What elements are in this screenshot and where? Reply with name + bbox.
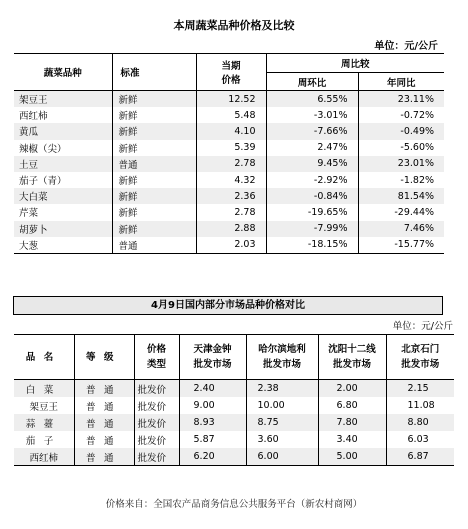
col-header-market-shenyang-line2: 批发市场 <box>332 359 371 370</box>
cell-market-beijing: 8.80 <box>386 414 454 431</box>
cell-variety: 大白菜 <box>14 188 112 204</box>
cell-variety: 大葱 <box>14 237 112 254</box>
cell-market-beijing: 11.08 <box>386 397 454 414</box>
cell-grade-text: 普通 <box>85 435 123 447</box>
cell-yoy: -0.72% <box>358 107 444 123</box>
table-row <box>14 156 444 172</box>
cell-market-shenyang: 5.00 <box>318 448 386 466</box>
table1-title: 本周蔬菜品种价格及比较 <box>173 19 295 32</box>
col-header-grade-text: 等级 <box>85 351 123 363</box>
cell-market-harbin: 2.38 <box>246 380 318 398</box>
cell-standard: 普通 <box>112 156 196 172</box>
cell-price: 2.03 <box>196 237 266 254</box>
col-header-grade <box>74 335 134 380</box>
cell-standard: 新鲜 <box>112 140 196 156</box>
cell-standard: 新鲜 <box>112 107 196 123</box>
cell-price-type: 批发价 <box>134 380 179 398</box>
cell-market-shenyang: 2.00 <box>318 380 386 398</box>
table-row <box>14 431 454 448</box>
cell-market-tianjin: 8.93 <box>179 414 246 431</box>
cell-price: 12.52 <box>196 91 266 108</box>
cell-price: 4.10 <box>196 123 266 139</box>
table-row <box>14 107 444 123</box>
cell-variety: 黄瓜 <box>14 123 112 139</box>
cell-yoy: -15.77% <box>358 237 444 254</box>
cell-yoy: -29.44% <box>358 204 444 220</box>
cell-standard: 新鲜 <box>112 221 196 237</box>
col-header-market-shenyang-line1: 沈阳十二线 <box>328 344 376 355</box>
cell-grade <box>74 431 134 448</box>
cell-standard: 新鲜 <box>112 172 196 188</box>
col-header-market-harbin <box>246 335 318 380</box>
cell-variety: 茄子（青） <box>19 176 67 188</box>
cell-variety: 辣椒（尖） <box>19 143 67 155</box>
cell-grade <box>74 448 134 466</box>
source-footnote: 价格来自：全国农产品商务信息公共服务平台（新农村商网） <box>105 499 363 510</box>
table-row <box>14 237 444 254</box>
cell-name <box>14 414 74 431</box>
cell-price-type: 批发价 <box>134 414 179 431</box>
cell-yoy: 81.54% <box>358 188 444 204</box>
col-header-price-type-line2: 类型 <box>146 359 166 370</box>
weekly-price-table <box>14 53 444 254</box>
cell-price-type: 批发价 <box>134 448 179 466</box>
col-header-market-harbin-line2: 批发市场 <box>262 359 301 370</box>
table-row <box>14 397 454 414</box>
cell-yoy: 23.01% <box>358 156 444 172</box>
cell-wow: -18.15% <box>266 237 358 254</box>
table-row <box>14 414 454 431</box>
cell-variety: 西红柿 <box>19 111 48 123</box>
cell-market-harbin: 8.75 <box>246 414 318 431</box>
cell-grade-text: 普通 <box>85 418 123 430</box>
cell-market-harbin: 6.00 <box>246 448 318 466</box>
col-header-standard: 标准 <box>112 54 196 91</box>
col-header-price-line2: 价格 <box>221 75 241 86</box>
col-header-wow: 周环比 <box>266 73 358 91</box>
cell-yoy: 7.46% <box>358 221 444 237</box>
cell-grade-text: 普通 <box>85 401 123 413</box>
col-header-price-line1: 当期 <box>221 61 241 72</box>
cell-wow: -19.65% <box>266 204 358 220</box>
table-row <box>14 380 454 398</box>
cell-name <box>14 448 74 466</box>
cell-market-tianjin: 9.00 <box>179 397 246 414</box>
cell-variety: 芹菜 <box>19 208 39 220</box>
col-header-market-tianjin-line1: 天津金钟 <box>193 344 232 355</box>
cell-market-shenyang: 3.40 <box>318 431 386 448</box>
col-header-price-type <box>134 335 179 380</box>
cell-standard: 新鲜 <box>112 123 196 139</box>
table1-unit: 单位：元/公斤 <box>374 41 438 52</box>
cell-price: 2.88 <box>196 221 266 237</box>
col-header-price <box>196 54 266 91</box>
col-header-market-beijing-line1: 北京石门 <box>401 344 440 355</box>
cell-wow: 2.47% <box>266 140 358 156</box>
cell-market-beijing: 6.03 <box>386 431 454 448</box>
col-header-price-type-line1: 价格 <box>146 344 166 355</box>
col-header-name <box>14 335 74 380</box>
table-row <box>14 91 444 108</box>
cell-market-beijing: 6.87 <box>386 448 454 466</box>
col-header-market-tianjin <box>179 335 246 380</box>
cell-price: 2.36 <box>196 188 266 204</box>
cell-price-type: 批发价 <box>134 431 179 448</box>
col-header-week-compare: 周比较 <box>266 54 444 73</box>
table2-unit: 单位：元/公斤 <box>392 321 453 332</box>
table-row <box>14 448 454 466</box>
cell-price: 4.32 <box>196 172 266 188</box>
cell-market-shenyang: 6.80 <box>318 397 386 414</box>
col-header-yoy: 年同比 <box>358 73 444 91</box>
col-header-name-text: 品名 <box>25 351 62 363</box>
cell-wow: 9.45% <box>266 156 358 172</box>
cell-standard: 新鲜 <box>112 188 196 204</box>
table-row <box>14 204 444 220</box>
col-header-variety: 蔬菜品种 <box>14 54 112 91</box>
cell-price: 5.48 <box>196 107 266 123</box>
cell-standard: 新鲜 <box>112 91 196 108</box>
cell-name <box>14 380 74 398</box>
table2-title: 4月9日国内部分市场品种价格对比 <box>13 296 443 315</box>
cell-wow: -0.84% <box>266 188 358 204</box>
cell-yoy: -1.82% <box>358 172 444 188</box>
col-header-market-tianjin-line2: 批发市场 <box>193 359 232 370</box>
cell-standard: 普通 <box>112 237 196 254</box>
table-row <box>14 123 444 139</box>
cell-market-harbin: 3.60 <box>246 431 318 448</box>
cell-wow: -2.92% <box>266 172 358 188</box>
cell-market-tianjin: 5.87 <box>179 431 246 448</box>
cell-name-text: 西红柿 <box>29 452 58 464</box>
cell-price: 5.39 <box>196 140 266 156</box>
cell-price: 2.78 <box>196 156 266 172</box>
cell-yoy: -5.60% <box>358 140 444 156</box>
cell-yoy: -0.49% <box>358 123 444 139</box>
col-header-market-beijing <box>386 335 454 380</box>
cell-market-beijing: 2.15 <box>386 380 454 398</box>
table-row <box>14 172 444 188</box>
cell-name <box>14 397 74 414</box>
cell-variety: 土豆 <box>14 156 112 172</box>
cell-wow: -7.66% <box>266 123 358 139</box>
cell-variety: 胡萝卜 <box>14 221 112 237</box>
cell-market-tianjin: 6.20 <box>179 448 246 466</box>
col-header-market-harbin-line1: 哈尔滨地利 <box>258 344 306 355</box>
cell-name-text: 茄子 <box>25 435 62 447</box>
cell-market-tianjin: 2.40 <box>179 380 246 398</box>
cell-variety: 架豆王 <box>14 91 112 108</box>
table-row <box>14 140 444 156</box>
cell-market-shenyang: 7.80 <box>318 414 386 431</box>
col-header-market-beijing-line2: 批发市场 <box>401 359 440 370</box>
col-header-market-shenyang <box>318 335 386 380</box>
cell-name <box>14 431 74 448</box>
cell-standard: 新鲜 <box>112 204 196 220</box>
cell-market-harbin: 10.00 <box>246 397 318 414</box>
cell-yoy: 23.11% <box>358 91 444 108</box>
cell-grade-text: 普通 <box>85 452 123 464</box>
cell-grade-text: 普通 <box>85 384 123 396</box>
cell-wow: 6.55% <box>266 91 358 108</box>
table-row <box>14 221 444 237</box>
cell-grade <box>74 397 134 414</box>
cell-grade <box>74 380 134 398</box>
cell-name-text: 蒜薹 <box>25 418 62 430</box>
cell-wow: -3.01% <box>266 107 358 123</box>
cell-wow: -7.99% <box>266 221 358 237</box>
cell-price: 2.78 <box>196 204 266 220</box>
cell-grade <box>74 414 134 431</box>
table-row <box>14 188 444 204</box>
cell-price-type: 批发价 <box>134 397 179 414</box>
market-price-table <box>14 334 454 466</box>
cell-name-text: 白菜 <box>25 384 62 396</box>
cell-name-text: 架豆王 <box>29 401 58 413</box>
